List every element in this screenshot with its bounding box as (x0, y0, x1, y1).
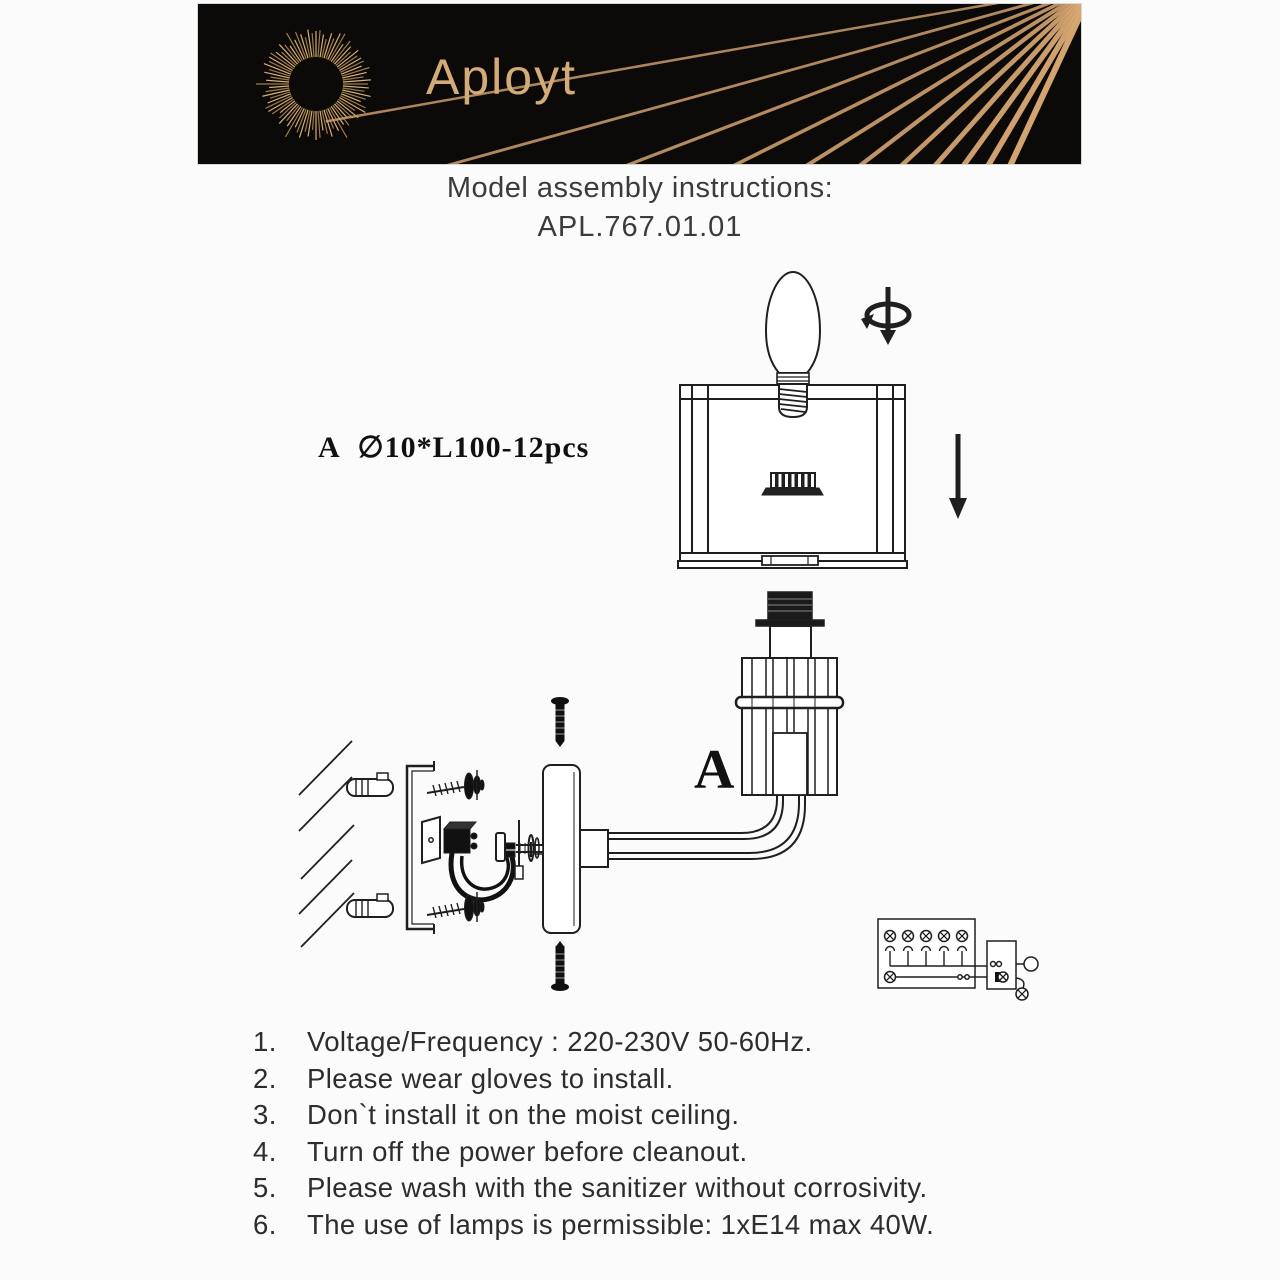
item-number: 3. (253, 1099, 277, 1130)
brand-logo-text: Aployt (426, 49, 577, 105)
wall-anchor-bottom (347, 894, 393, 917)
item-text: The use of lamps is permissible: 1xE14 max 40W. (307, 1208, 935, 1240)
list-item (253, 1136, 1113, 1173)
screw-top (427, 770, 484, 800)
model-number: APL.767.01.01 (537, 211, 743, 243)
item-text: Turn off the power before cleanout. (307, 1135, 748, 1167)
instruction-list (253, 1026, 1113, 1245)
screw-bottom (427, 892, 484, 922)
down-arrow-icon (949, 434, 967, 519)
item-text: Don`t install it on the moist ceiling. (307, 1099, 740, 1130)
list-item (253, 1063, 1113, 1100)
list-item (253, 1099, 1113, 1136)
junction-box-drawing (422, 817, 543, 900)
socket-drawing (756, 592, 824, 658)
item-number: 2. (253, 1062, 277, 1094)
list-item (253, 1026, 1113, 1063)
wall-anchor-top (347, 773, 393, 796)
rotate-arrow-icon (861, 287, 909, 345)
list-item (253, 1172, 1113, 1209)
item-number: 5. (253, 1172, 277, 1203)
mounting-bolt-top (551, 697, 569, 747)
item-text: Please wear gloves to install. (307, 1062, 674, 1094)
part-spec-label: A ∅10*L100-12pcs (318, 431, 590, 464)
list-item (253, 1209, 1113, 1246)
arm-drawing (580, 795, 805, 867)
item-text: Please wash with the sanitizer without corrosivity. (307, 1172, 928, 1203)
page-title: Model assembly instructions: (446, 172, 834, 204)
item-number: 1. (253, 1026, 277, 1057)
wiring-schematic (878, 919, 1038, 1000)
mounting-bolt-bottom (551, 941, 569, 991)
item-number: 4. (253, 1135, 277, 1167)
item-text: Voltage/Frequency : 220-230V 50-60Hz. (307, 1026, 813, 1057)
detail-letter-label: A (694, 739, 735, 801)
wall-hatch-lines (299, 741, 354, 947)
item-number: 6. (253, 1208, 277, 1240)
glass-shade-drawing (736, 658, 843, 795)
